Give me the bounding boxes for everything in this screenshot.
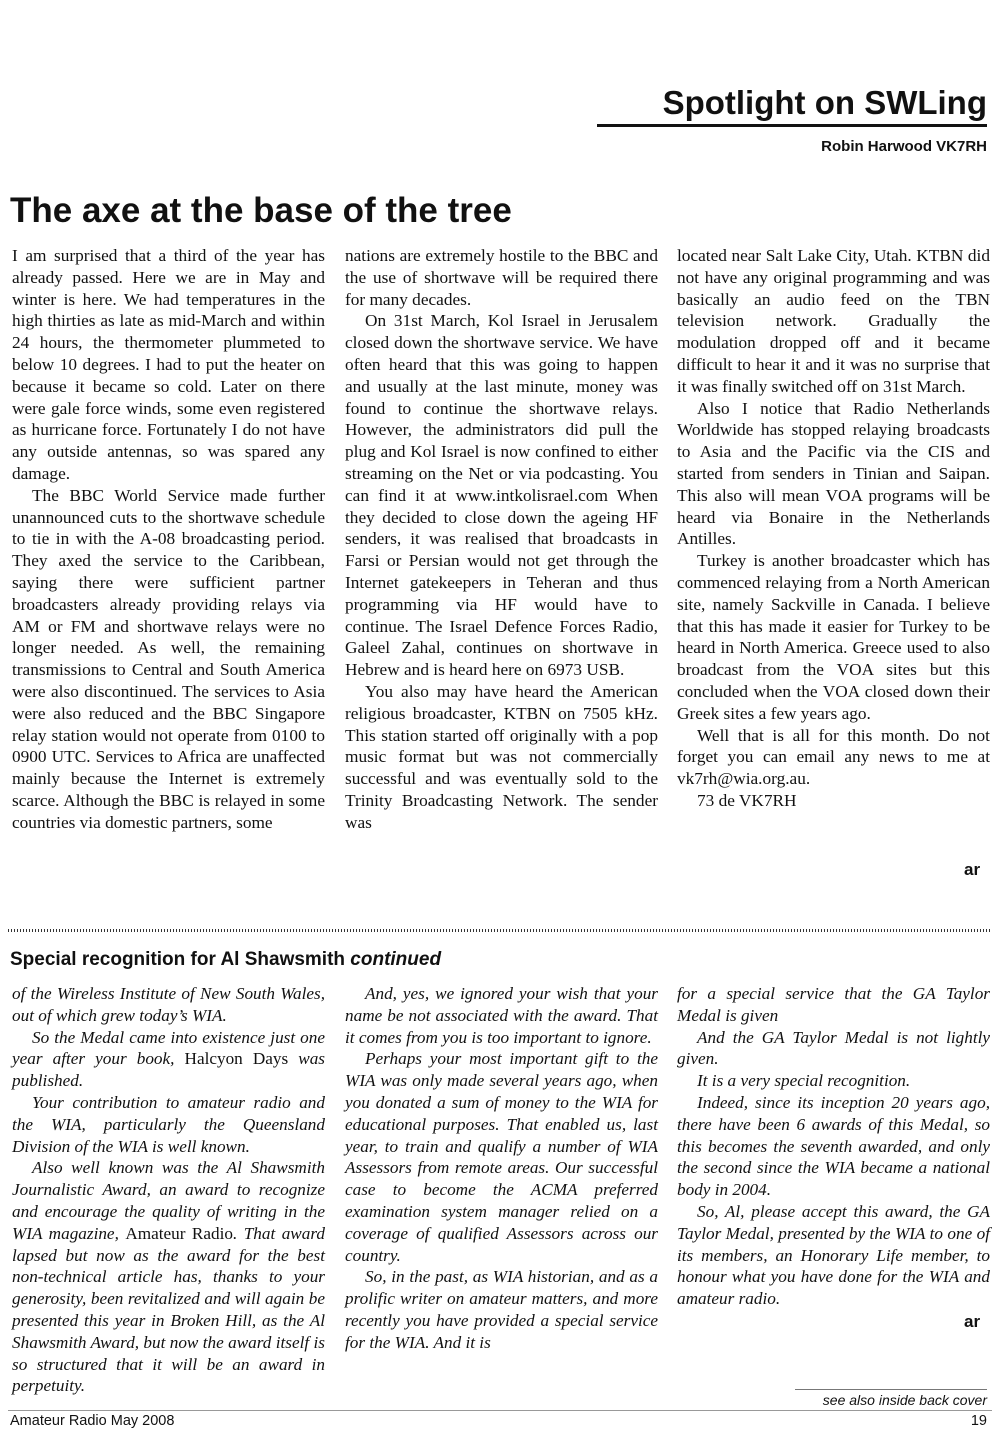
paragraph: nations are extremely hostile to the BBC and the use of shortwave will be required there for many decades. [345, 246, 658, 309]
page-number: 19 [970, 1413, 987, 1429]
continued-title-italic: continued [350, 949, 442, 970]
article-title: The axe at the base of the tree [10, 191, 512, 230]
book-title: Halcyon Days [184, 1049, 289, 1069]
paragraph: On 31st March, Kol Israel in Jerusalem closed down the shortwave service. We have often heard that this was going to happen and usually at the last minute, money was found to continue the shortwave relays. However, the administrators did pull the plug and Kol Israel is now confined to either streaming on the Net or via podcasting. You can find it at www.intkolisrael.com When they decided to close down the ageing HF senders, it was realised that broadcasts in Farsi or Persian would not get through the Internet gatekeepers in Teheran and thus programming via HF would have to continue. The Israel Defence Forces Radio, Galeel Zahal, continues on shortwave in Hebrew and is heard here on 6973 USB. [345, 311, 658, 680]
paragraph: Your contribution to amateur radio and the WIA, particularly the Queensland Division of the WIA is well known. [12, 1092, 325, 1156]
sign-off: 73 de VK7RH [697, 790, 797, 810]
paragraph: of the Wireless Institute of New South Wales, out of which grew today’s WIA. [12, 984, 325, 1025]
magazine-title: Amateur Radio [125, 1223, 233, 1243]
footer-rule [8, 1410, 992, 1411]
article-end-mark: ar [964, 860, 981, 879]
continued-article-title [10, 948, 710, 972]
paragraph: So, Al, please accept this award, the GA Taylor Medal, presented by the WIA to one of its members, an Honorary Life member, to honour what you have done for the WIA and amateur radio. [677, 1201, 990, 1309]
article-column-1 [12, 245, 325, 834]
continued-column-3 [677, 983, 990, 1310]
paragraph: And, yes, we ignored your wish that your name be not associated with the award. That it comes from you is too important to ignore. [345, 984, 658, 1047]
paragraph: located near Salt Lake City, Utah. KTBN did not have any original programming and was basically an audio feed on the TBN television network. Gradually the modulation dropped off and it became difficult to hear it and it was no surprise that it was finally switched off on 31st March. [677, 246, 990, 396]
section-header: Spotlight on SWLing [662, 84, 987, 121]
see-also-rule [795, 1389, 987, 1390]
continued-title-main: Special recognition for Al Shawsmith [10, 949, 351, 970]
paragraph: Well that is all for this month. Do not forget you can email any news to me at vk7rh@wia.org.au. [677, 725, 990, 789]
paragraph: Turkey is another broadcaster which has commenced relaying from a North American site, namely Sackville in Canada. I believe that this has made it easier for Turkey to be heard in North America. Greece used to also broadcast from the VOA sites but this concluded when the VOA closed down their Greek sites a few years ago. [677, 551, 990, 723]
paragraph: So, in the past, as WIA historian, and as a prolific writer on amateur matters, and more recently you have provided a special service for the WIA. And it is [345, 1267, 658, 1352]
paragraph: Also I notice that Radio Netherlands Worldwide has stopped relaying broadcasts to Asia and the Pacific via the CIS and started from senders in Tinian and Saipan. This also will mean VOA programs will be heard via Bonaire in the Netherlands Antilles. [677, 398, 990, 549]
author-byline: Robin Harwood VK7RH [821, 138, 987, 155]
continued-column-2 [345, 983, 658, 1354]
paragraph: for a special service that the GA Taylor Medal is given [677, 984, 990, 1025]
paragraph: So the Medal came into existence just one year after your book, Halcyon Days was published. [12, 1027, 325, 1091]
footer-publication: Amateur Radio May 2008 [10, 1413, 175, 1429]
section-header-rule [597, 124, 987, 127]
article-column-2 [345, 245, 658, 834]
continued-column-1 [12, 983, 325, 1397]
paragraph: The BBC World Service made further unannounced cuts to the shortwave schedule to tie in with the A-08 broadcasting period. They axed the service to the Caribbean, saying there were sufficient partner broadcasters already providing relays via AM or FM and shortwave relays were no longer needed. As well, the remaining transmissions to Central and South America were also discontinued. The services to Asia were also reduced and the BBC Singapore relay station would not operate from 0100 to 0900 UTC. Services to Africa are unaffected mainly because the Internet is extremely scarce. Although the BBC is relayed in some countries via domestic partners, some [12, 485, 325, 832]
section-divider [8, 929, 992, 932]
continued-end-mark: ar [964, 1312, 981, 1331]
paragraph: Perhaps your most important gift to the WIA was only made several years ago, when you donated a sum of money to the WIA for educational purposes. That enabled us, last year, to train and qualify a number of WIA Assessors from remote areas. Our successful case to become the ACMA preferred examination system manager relied on a coverage of qualified Assessors across our country. [345, 1049, 658, 1265]
paragraph: Also well known was the Al Shawsmith Journalistic Award, an award to recognize and encourage the quality of writing in the WIA magazine, Amateur Radio. That award lapsed but now as the award for the best non-technical article has, thanks to your generosity, been revitalized and will again be presented this year in Broken Hill, as the Al Shawsmith Award, but now the award itself is so structured that it will be an award in perpetuity. [12, 1158, 326, 1396]
paragraph: Indeed, since its inception 20 years ago, there have been 6 awards of this Medal, so this becomes the seventh awarded, and only the second since the WIA became a national body in 2004. [677, 1092, 990, 1200]
see-also-note: see also inside back cover [822, 1392, 987, 1408]
article-column-3 [677, 245, 990, 812]
paragraph: You also may have heard the American religious broadcaster, KTBN on 7505 kHz. This station started off originally with a pop music format but was not commercially successful and was eventually sold to the Trinity Broadcasting Network. The sender was [345, 681, 658, 832]
paragraph: I am surprised that a third of the year has already passed. Here we are in May and winter is here. We had temperatures in the high thirties as late as mid-March and within 24 hours, the thermometer plummeted to below 10 degrees. I had to put the heater on because it became so cold. Later on there were gale force winds, some even registered as hurricane force. Fortunately I do not have any outside antennas, so was spared any damage. [12, 246, 325, 483]
paragraph: And the GA Taylor Medal is not lightly given. [677, 1027, 990, 1069]
paragraph: It is a very special recognition. [697, 1071, 911, 1091]
